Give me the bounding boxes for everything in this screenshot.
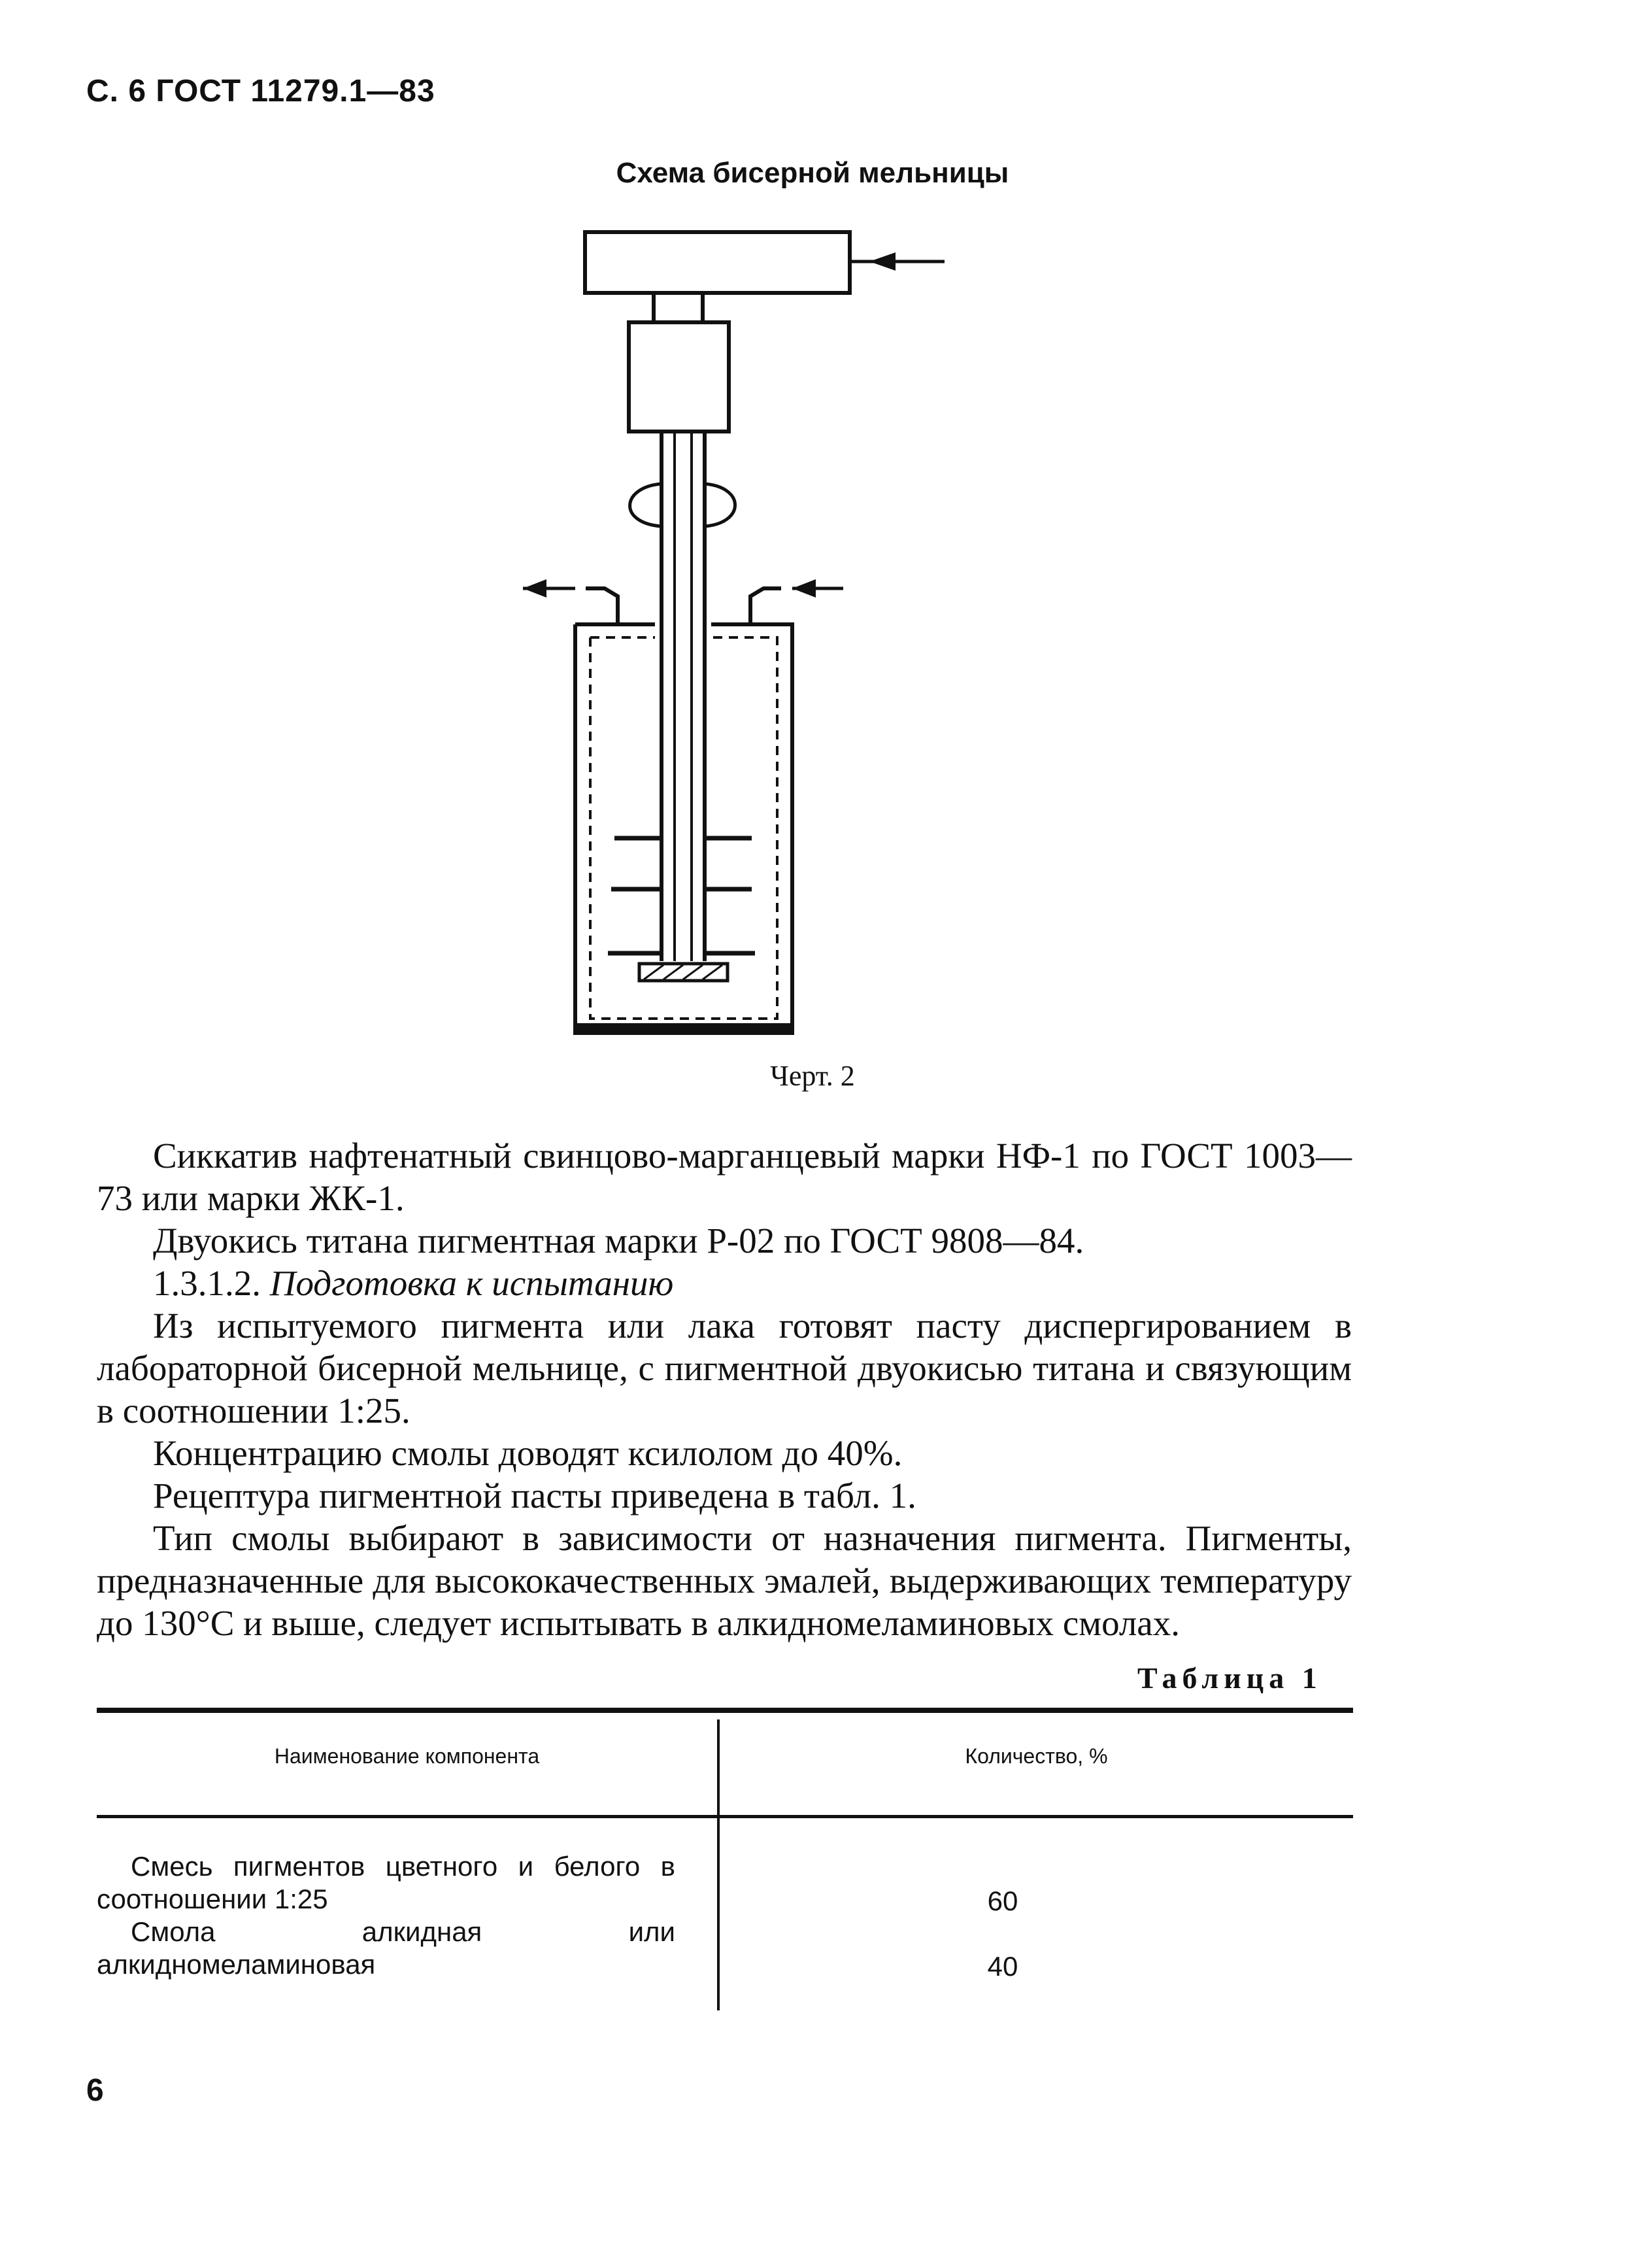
section-title: Подготовка к испытанию (269, 1263, 674, 1303)
container-outer (575, 624, 792, 1033)
paragraph-resin-type: Тип смолы выбирают в зависимости от назначения пигмента. Пигменты, предназначенные для высококачественных эмалей, выдерживающих температуру до 130°С и выше, следует испытывать в алкидномеламиновых смолах. (97, 1518, 1352, 1643)
table-header-rule (97, 1815, 1353, 1818)
motor-box (585, 232, 850, 293)
table-row-1-quantity: 60 (987, 1886, 1018, 1916)
bead-mill-diagram (0, 0, 1625, 1111)
table-row-2-component: Смола алкидная или алкидномеламиновая (97, 1916, 675, 1980)
section-heading (97, 1262, 1352, 1304)
table-header-quantity: Количество, % (965, 1744, 1108, 1768)
section-number: 1.3.1.2. (153, 1263, 261, 1303)
paragraph-siccative: Сиккатив нафтенатный свинцово-марганцевый марки НФ-1 по ГОСТ 1003—73 или марки ЖК-1. (97, 1136, 1352, 1218)
figure-caption: Черт. 2 (770, 1060, 855, 1092)
rotation-indicator (630, 484, 735, 526)
table-header-component: Наименование компонента (274, 1744, 540, 1768)
paragraph-recipe-reference: Рецептура пигментной пасты приведена в табл. 1. (153, 1476, 916, 1515)
body-text (97, 1134, 1352, 1644)
table-label: Таблица 1 (1137, 1661, 1322, 1695)
gearbox (629, 322, 729, 432)
table-row-1-component: Смесь пигментов цветного и белого в соотношении 1:25 (97, 1851, 675, 1914)
table-row-2-quantity: 40 (987, 1951, 1018, 1982)
page-header: С. 6 ГОСТ 11279.1—83 (86, 74, 435, 109)
inlet-nozzle (750, 588, 781, 624)
table-top-rule (97, 1708, 1353, 1713)
outlet-nozzle (586, 588, 618, 624)
paragraph-resin-concentration: Концентрацию смолы доводят ксилолом до 40%. (153, 1433, 903, 1473)
paragraph-titanium-dioxide: Двуокись титана пигментная марки Р-02 по ГОСТ 9808—84. (153, 1221, 1084, 1261)
figure-title: Схема бисерной мельницы (616, 157, 1009, 189)
coupling-neck (654, 293, 703, 322)
paragraph-paste-preparation: Из испытуемого пигмента или лака готовят пасту диспергированием в лабораторной бисерной мельнице, с пигментной двуокисью титана и связующим в соотношении 1:25. (97, 1306, 1352, 1430)
container-jacket (590, 637, 777, 1019)
page-number: 6 (86, 2073, 104, 2108)
